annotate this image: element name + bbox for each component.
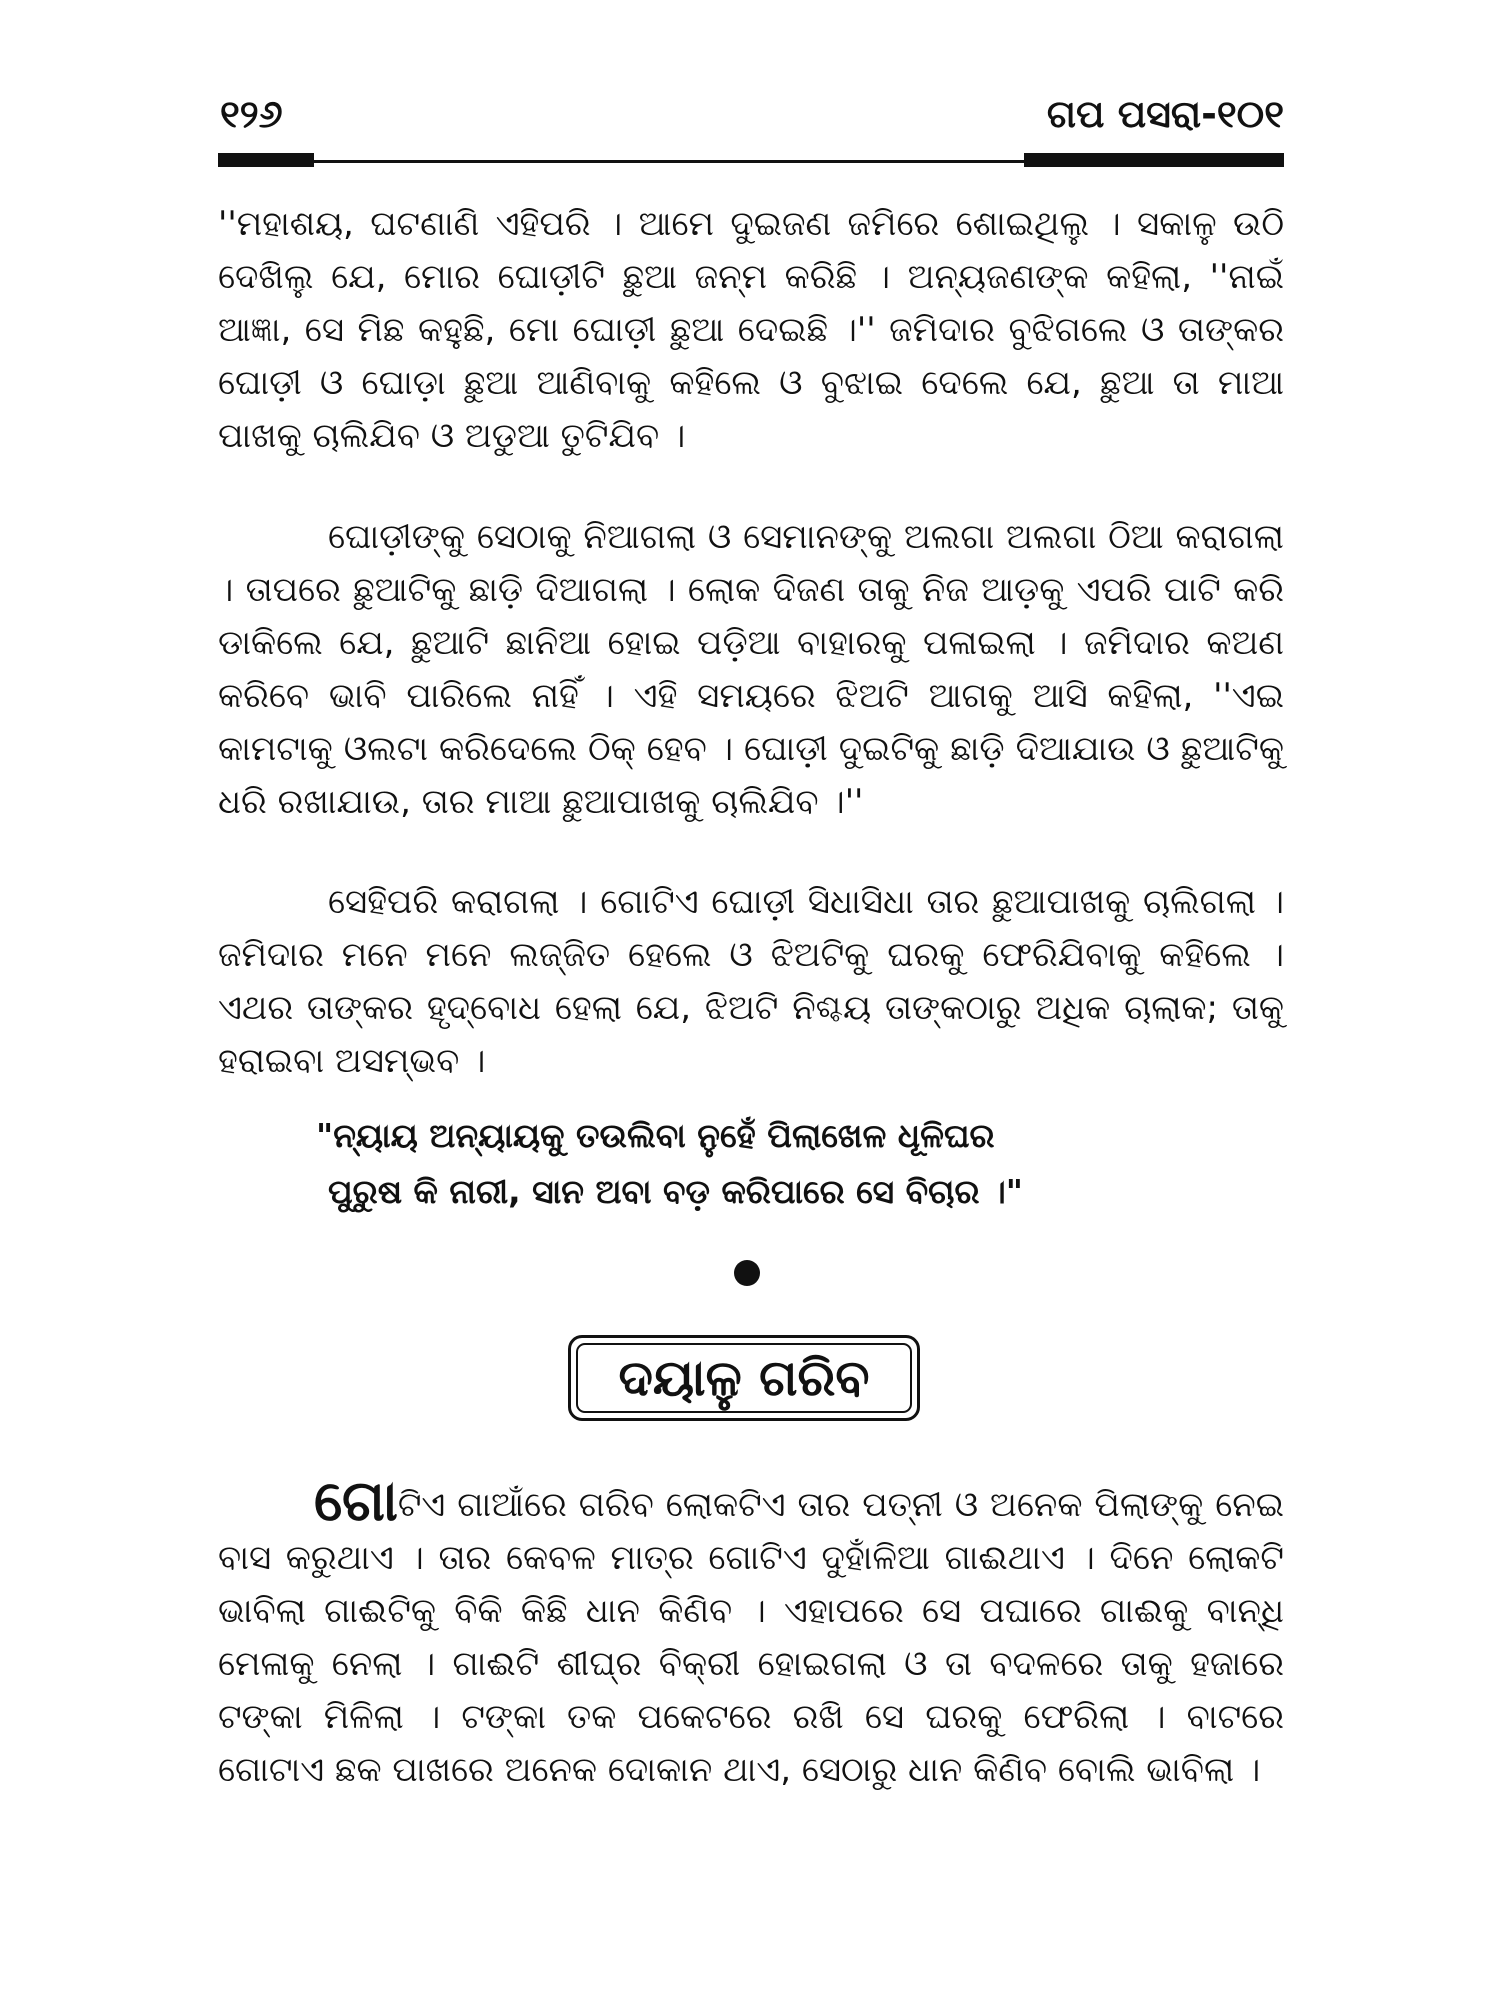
section-separator-dot	[734, 1260, 760, 1286]
verse-line-1: "ନ୍ୟାୟ ଅନ୍ୟାୟକୁ ତଉଲିବା ନୁହେଁ ପିଲାଖେଳ ଧୂଳିଘର	[316, 1116, 995, 1155]
header-rule-right-block	[1024, 153, 1284, 167]
page-header	[218, 92, 1284, 136]
story-paragraph-3	[218, 876, 1284, 1088]
story-title: ଦୟାଳୁ ଗରିବ	[576, 1343, 912, 1413]
drop-lead-letters: ଗୋ	[314, 1469, 398, 1534]
paragraph-rest: ଟିଏ ଗାଆଁରେ ଗରିବ ଲୋକଟିଏ ତାର ପତ୍ନୀ ଓ ଅନେକ ପିଲାଙ୍କୁ ନେଇ ବାସ କରୁଥାଏ । ତାର କେବଳ ମାତ୍ର ଗୋଟିଏ ଦୁହାଁଳିଆ ଗାଈଥାଏ । ଦିନେ ଲୋକଟି ଭାବିଲା ଗାଈଟିକୁ ବିକି କିଛି ଧାନ କିଣିବ । ଏହାପରେ ସେ ପଘାରେ ଗାଈକୁ ବାନ୍ଧି ମେଳାକୁ ନେଲା । ଗାଈଟି ଶୀଘ୍ର ବିକ୍ରୀ ହୋଇଗଲା ଓ ତା ବଦଳରେ ତାକୁ ହଜାରେ ଟଙ୍କା ମିଳିଲା । ଟଙ୍କା ତକ ପକେଟରେ ରଖି ସେ ଘରକୁ ଫେରିଲା । ବାଟରେ ଗୋଟାଏ ଛକ ପାଖରେ ଅନେକ ଦୋକାନ ଥାଏ, ସେଠାରୁ ଧାନ କିଣିବ ବୋଲି ଭାବିଲା ।	[218, 1485, 1284, 1790]
page-number: ୧୨୬	[220, 92, 283, 136]
story-title-box	[568, 1335, 920, 1421]
paragraph-text: ଘୋଡ଼ୀଙ୍କୁ ସେଠାକୁ ନିଆଗଲା ଓ ସେମାନଙ୍କୁ ଅଲଗା ଅଲଗା ଠିଆ କରାଗଲା । ତାପରେ ଛୁଆଟିକୁ ଛାଡ଼ି ଦିଆଗଲା । ଲୋକ ଦିଜଣ ତାକୁ ନିଜ ଆଡ଼କୁ ଏପରି ପାଟି କରି ଡାକିଲେ ଯେ, ଛୁଆଟି ଛାନିଆ ହୋଇ ପଡ଼ିଆ ବାହାରକୁ ପଳାଇଲା । ଜମିଦାର କଅଣ କରିବେ ଭାବି ପାରିଲେ ନାହିଁ । ଏହି ସମୟରେ ଝିଅଟି ଆଗକୁ ଆସି କହିଲା, ''ଏଇ କାମଟାକୁ ଓଲଟା କରିଦେଲେ ଠିକ୍ ହେବ । ଘୋଡ଼ୀ ଦୁଇଟିକୁ ଛାଡ଼ି ଦିଆଯାଉ ଓ ଛୁଆଟିକୁ ଧରି ରଖାଯାଉ, ତାର ମାଆ ଛୁଆପାଖକୁ ଚାଲିଯିବ ।''	[218, 517, 1284, 822]
paragraph-text: ''ମହାଶୟ, ଘଟଣାଣି ଏହିପରି । ଆମେ ଦୁଇଜଣ ଜମିରେ ଶୋଇଥିଲୁ । ସକାଳୁ ଉଠି ଦେଖିଲୁ ଯେ, ମୋର ଘୋଡ଼ୀଟି ଛୁଆ ଜନ୍ମ କରିଛି । ଅନ୍ୟଜଣଙ୍କ କହିଲା, ''ନାଇଁ ଆଜ୍ଞା, ସେ ମିଛ କହୁଛି, ମୋ ଘୋଡ଼ୀ ଛୁଆ ଦେଇଛି ।'' ଜମିଦାର ବୁଝିଗଲେ ଓ ତାଙ୍କର ଘୋଡ଼ୀ ଓ ଘୋଡ଼ା ଛୁଆ ଆଣିବାକୁ କହିଲେ ଓ ବୁଝାଇ ଦେଲେ ଯେ, ଛୁଆ ତା ମାଆ ପାଖକୁ ଚାଲିଯିବ ଓ ଅଡୁଆ ତୁଟିଯିବ ।	[218, 204, 1284, 456]
story-paragraph-2	[218, 511, 1284, 829]
verse-line-2: ପୁରୁଷ କି ନାରୀ, ସାନ ଅବା ବଡ଼ କରିପାରେ ସେ ବିଚାର ।"	[328, 1172, 1023, 1211]
paragraph-text: ସେହିପରି କରାଗଲା । ଗୋଟିଏ ଘୋଡ଼ୀ ସିଧାସିଧା ତାର ଛୁଆପାଖକୁ ଚାଲିଗଲା । ଜମିଦାର ମନେ ମନେ ଲଜ୍ଜିତ ହେଲେ ଓ ଝିଅଟିକୁ ଘରକୁ ଫେରିଯିବାକୁ କହିଲେ । ଏଥର ତାଙ୍କର ହୃଦ୍‌ବୋଧ ହେଲା ଯେ, ଝିଅଟି ନିଶ୍ଚୟ ତାଙ୍କଠାରୁ ଅଧିକ ଚାଲାକ; ତାକୁ ହରାଇବା ଅସମ୍ଭବ ।	[218, 882, 1284, 1081]
moral-verse	[316, 1108, 1176, 1220]
running-title: ଗପ ପସରା-୧୦୧	[1046, 92, 1284, 136]
story-paragraph-1	[218, 198, 1284, 463]
next-story-paragraph-1	[218, 1469, 1284, 1797]
paragraph-text	[218, 1469, 1284, 1797]
header-rule-left-block	[218, 153, 314, 167]
